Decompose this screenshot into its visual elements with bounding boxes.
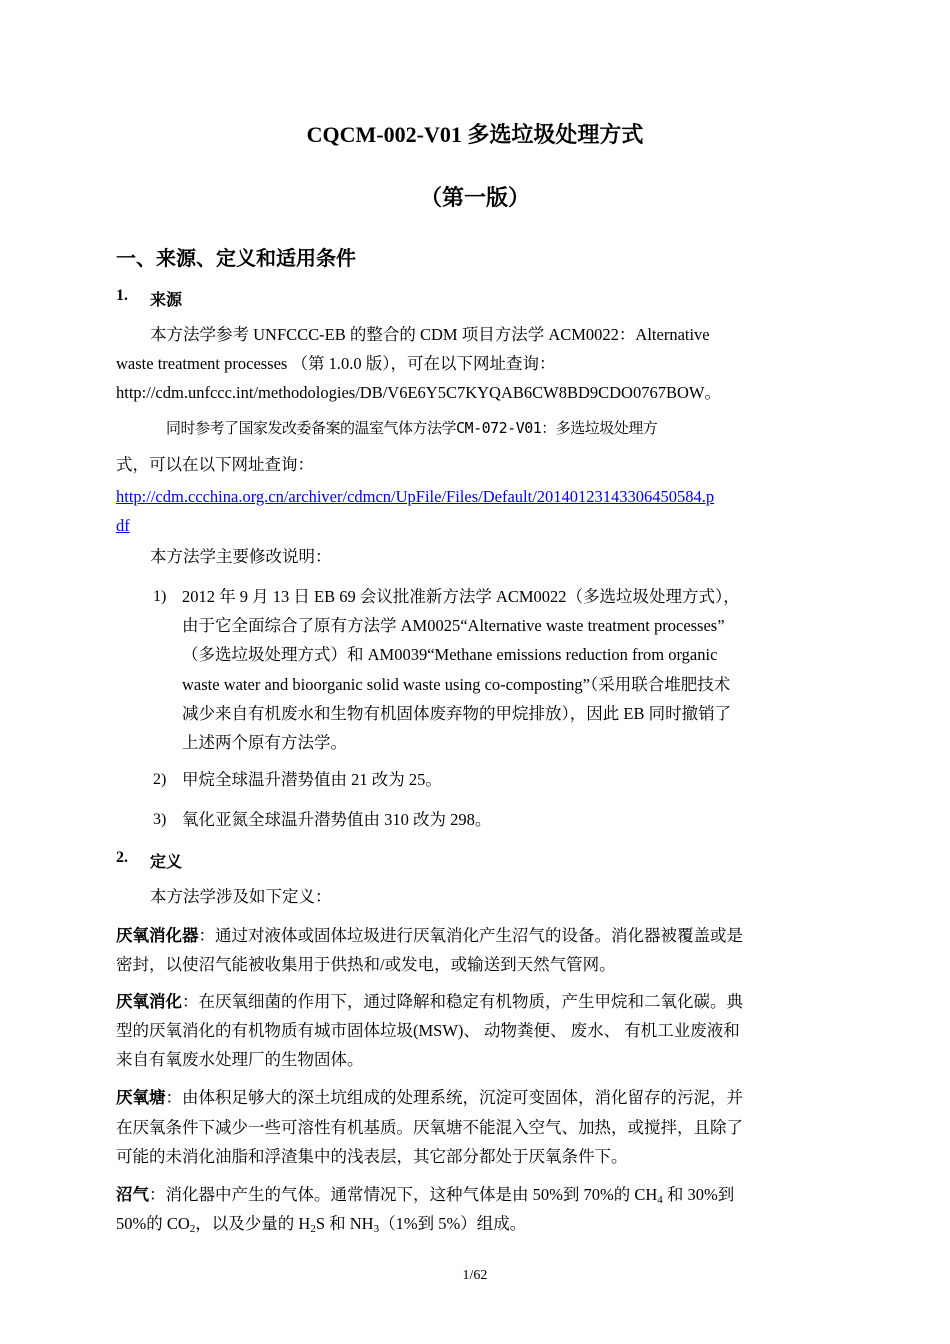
- definition-text: 50%的 CO: [116, 1214, 190, 1233]
- definition-text: S 和 NH: [315, 1214, 374, 1233]
- definition-text: （1%到 5%）组成。: [379, 1214, 527, 1233]
- paragraph-line: 本方法学涉及如下定义：: [150, 887, 332, 906]
- definition-line: [116, 1087, 743, 1109]
- definition-line: 可能的未消化油脂和浮渣集中的浅表层，其它部分都处于厌氧条件下。: [116, 1147, 628, 1166]
- subscript: 2: [310, 1223, 316, 1235]
- list-item-line: 2012 年 9 月 13 日 EB 69 会议批准新方法学 ACM0022（多选垃圾处理方式），: [182, 587, 740, 606]
- definition-term: 厌氧塘: [116, 1088, 166, 1107]
- subscript: 2: [189, 1223, 196, 1235]
- list-number: 3): [153, 811, 167, 828]
- subsection-number: 2.: [116, 849, 128, 866]
- definition-text: ：由体积足够大的深土坑组成的处理系统，沉淀可变固体，消化留存的污泥，并: [165, 1088, 743, 1107]
- definition-line: 型的厌氧消化的有机物质有城市固体垃圾(MSW)、 动物粪便、 废水、 有机工业废液和: [116, 1021, 740, 1040]
- paragraph-line: 本方法学参考 UNFCCC-EB 的整合的 CDM 项目方法学 ACM0022：Alternative: [150, 325, 710, 344]
- paragraph-line: 式，可以在以下网址查询：: [116, 455, 314, 474]
- definition-term: 厌氧消化器: [116, 926, 199, 945]
- definition-text: ：通过对液体或固体垃圾进行厌氧消化产生沼气的设备。消化器被覆盖或是: [198, 926, 743, 945]
- subscript: 4: [657, 1194, 663, 1206]
- page-number: 1/62: [462, 1268, 488, 1283]
- document-title: CQCM-002-V01 多选垃圾处理方式: [306, 122, 644, 147]
- list-item-line: waste water and bioorganic solid waste using co-composting”（采用联合堆肥技术: [182, 675, 731, 694]
- definition-line: 在厌氧条件下减少一些可溶性有机基质。厌氧塘不能混入空气、加热，或搅拌，且除了: [116, 1118, 743, 1137]
- definition-line: 密封，以使沼气能被收集用于供热和/或发电，或输送到天然气管网。: [116, 955, 616, 974]
- definition-line: [116, 1213, 526, 1235]
- definition-text: ：在厌氧细菌的作用下，通过降解和稳定有机物质，产生甲烷和二氧化碳。典: [182, 992, 743, 1011]
- paragraph-line: 本方法学主要修改说明：: [150, 547, 332, 566]
- definition-term: 沼气: [116, 1185, 149, 1204]
- definition-term: 厌氧消化: [116, 992, 182, 1011]
- list-number: 1): [153, 588, 167, 605]
- list-item-line: 上述两个原有方法学。: [182, 733, 347, 752]
- subsection-number: 1.: [116, 287, 128, 304]
- reference-link[interactable]: df: [116, 516, 130, 535]
- definition-line: [116, 991, 743, 1013]
- list-number: 2): [153, 771, 167, 788]
- definition-line: 来自有氧废水处理厂的生物固体。: [116, 1050, 364, 1069]
- paragraph-line: waste treatment processes （第 1.0.0 版），可在以下网址查询：: [116, 354, 556, 373]
- section-heading: 一、来源、定义和适用条件: [116, 248, 356, 270]
- list-item-line: （多选垃圾处理方式）和 AM0039“Methane emissions reduction from organic: [182, 645, 718, 664]
- subsection-title: 定义: [150, 854, 183, 871]
- definition-line: [116, 1184, 734, 1206]
- list-item-line: 减少来自有机废水和生物有机固体废弃物的甲烷排放），因此 EB 同时撤销了: [182, 704, 732, 723]
- list-item-line: 甲烷全球温升潜势值由 21 改为 25。: [182, 770, 442, 789]
- reference-link[interactable]: http://cdm.ccchina.org.cn/archiver/cdmcn/UpFile/Files/Default/20140123143306450584.p: [116, 487, 715, 506]
- list-item-line: 氧化亚氮全球温升潜势值由 310 改为 298。: [182, 810, 492, 829]
- paragraph-line: http://cdm.unfccc.int/methodologies/DB/V6E6Y5C7KYQAB6CW8BD9CDO0767BOW。: [116, 383, 721, 402]
- definition-line: [116, 925, 743, 947]
- definition-text: 和 30%到: [662, 1185, 735, 1204]
- document-subtitle: （第一版）: [419, 185, 530, 210]
- definition-text: ：消化器中产生的气体。通常情况下，这种气体是由 50%到 70%的 CH: [149, 1185, 658, 1204]
- paragraph-line: 同时参考了国家发改委备案的温室气体方法学CM-072-V01：多选垃圾处理方: [166, 419, 658, 437]
- subsection-title: 来源: [150, 292, 183, 309]
- list-item-line: 由于它全面综合了原有方法学 AM0025“Alternative waste treatment processes”: [182, 616, 725, 635]
- subscript: 3: [373, 1223, 380, 1235]
- definition-text: ，以及少量的 H: [195, 1214, 311, 1233]
